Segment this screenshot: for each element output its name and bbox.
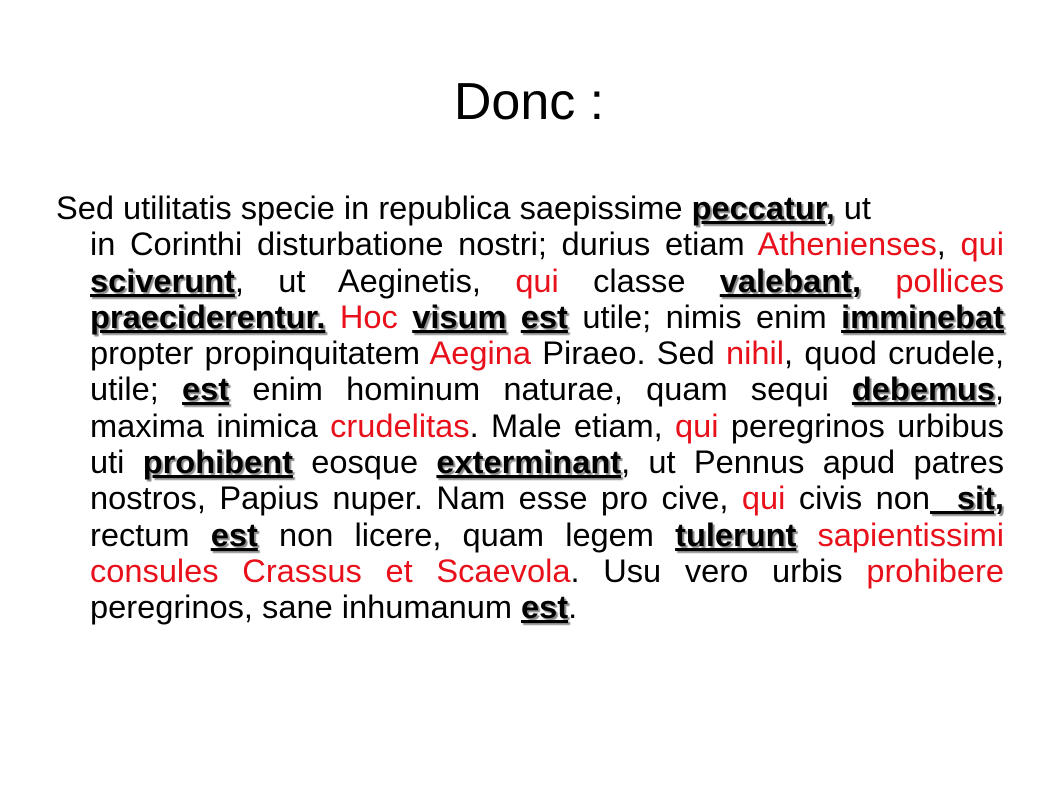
- text-run: , quod crudele, utile;: [90, 334, 1005, 408]
- text-run: eosque: [292, 443, 437, 481]
- text-run: Piraeo. Sed: [530, 334, 727, 372]
- red-highlight: qui: [741, 479, 786, 517]
- emphasized-verb: debemus: [851, 370, 995, 408]
- text-run: , ut Aeginetis,: [234, 261, 516, 299]
- emphasized-verb: est: [210, 515, 258, 553]
- text-run: civis non: [785, 479, 930, 517]
- emphasized-verb: prohibent: [142, 443, 293, 481]
- text-run: in Corinthi disturbatione nostri; durius etiam: [90, 225, 758, 263]
- red-highlight: pollices: [895, 261, 1004, 299]
- red-highlight: Aegina: [429, 334, 531, 372]
- emphasized-verb: tulerunt: [675, 515, 797, 553]
- emphasized-verb: visum: [412, 297, 507, 335]
- emphasized-verb: peccatur,: [691, 189, 835, 226]
- text-run: [796, 516, 817, 553]
- red-highlight: prohibere: [866, 551, 1004, 589]
- emphasized-verb: est: [520, 297, 568, 335]
- text-run: peregrinos, sane inhumanum: [90, 588, 522, 626]
- text-run: Sed utilitatis specie in republica saepissime: [56, 189, 692, 226]
- text-run: rectum: [90, 515, 211, 553]
- emphasized-verb: est: [521, 588, 569, 626]
- text-run: , ut Pennus apud patres nostros, Papius nuper. Nam esse pro cive,: [90, 443, 1005, 517]
- emphasized-verb: sit,: [930, 479, 1004, 517]
- text-run: propter propinquitatem: [90, 334, 430, 372]
- red-highlight: qui: [675, 406, 719, 444]
- text-run: .: [568, 588, 578, 626]
- emphasized-verb: est: [182, 370, 230, 408]
- text-run: ut: [834, 189, 871, 226]
- emphasized-verb: praeciderentur.: [90, 297, 326, 335]
- text-run: . Usu vero urbis: [570, 551, 867, 589]
- red-highlight: nihil: [726, 334, 784, 372]
- text-run: peregrinos urbibus uti: [90, 406, 1004, 481]
- text-run: classe: [558, 261, 720, 299]
- emphasized-verb: valebant,: [719, 261, 862, 299]
- red-highlight: crudelitas: [330, 406, 470, 444]
- text-run: , maxima inimica: [90, 370, 1004, 444]
- red-highlight: qui: [515, 261, 559, 299]
- paragraph-body: [56, 226, 1004, 625]
- emphasized-verb: exterminant: [436, 443, 622, 481]
- emphasized-verb: sciverunt: [90, 261, 235, 299]
- slide-title: Donc :: [453, 73, 605, 131]
- text-run: [325, 298, 339, 335]
- text-run: utile; nimis enim: [567, 297, 842, 335]
- text-run: [398, 298, 412, 335]
- text-run: ,: [936, 225, 961, 263]
- red-highlight: Hoc: [339, 297, 398, 335]
- red-highlight: sapientissimi consules Crassus et Scaevola: [90, 515, 1004, 589]
- text-run: enim hominum naturae, quam sequi: [229, 370, 852, 408]
- text-run: [861, 262, 895, 299]
- emphasized-verb: imminebat: [841, 297, 1004, 335]
- latin-paragraph: [56, 190, 1004, 626]
- text-run: . Male etiam,: [469, 406, 675, 444]
- text-run: non licere, quam legem: [257, 515, 676, 553]
- text-run: [506, 298, 520, 335]
- red-highlight: qui: [960, 225, 1004, 263]
- red-highlight: Athenienses: [757, 225, 937, 263]
